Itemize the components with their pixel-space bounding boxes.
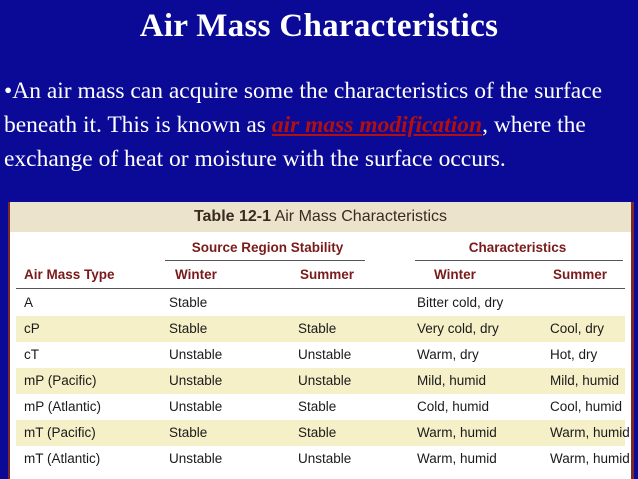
char-summer-cell: Mild, humid (550, 373, 620, 388)
col-header-char-summer: Summer (553, 267, 608, 282)
char-winter-cell: Cold, humid (417, 399, 490, 414)
slide-title: Air Mass Characteristics (139, 8, 499, 44)
air-mass-type-cell: mP (Atlantic) (24, 399, 102, 414)
char-winter-cell: Warm, humid (417, 425, 497, 440)
char-summer-cell: Hot, dry (550, 347, 598, 362)
char-winter-cell: Mild, humid (417, 373, 487, 388)
char-summer-cell: Warm, humid (550, 425, 630, 440)
stability-winter-cell: Unstable (169, 451, 223, 466)
table-row (16, 290, 625, 316)
table-row (16, 420, 630, 446)
stability-summer-cell: Stable (298, 321, 337, 336)
table-title: Air Mass Characteristics (274, 208, 448, 225)
table-row (16, 368, 625, 394)
table-row (16, 446, 630, 472)
slide-paragraph (4, 74, 634, 176)
group-rule-stability (165, 260, 365, 261)
air-mass-type-cell: cP (24, 321, 40, 336)
char-summer-cell: Cool, humid (550, 399, 623, 414)
stability-winter-cell: Unstable (169, 347, 223, 362)
col-header-air-mass-type: Air Mass Type (24, 267, 115, 282)
char-winter-cell: Warm, humid (417, 451, 497, 466)
group-header-characteristics: Characteristics (468, 240, 567, 255)
air-mass-type-cell: cT (24, 347, 39, 362)
air-mass-type-cell: mT (Pacific) (24, 425, 96, 440)
char-winter-cell: Bitter cold, dry (417, 295, 504, 310)
air-mass-type-cell: A (24, 295, 34, 310)
table-row (16, 316, 625, 342)
bullet-marker: • (4, 78, 13, 104)
char-summer-cell: Warm, humid (550, 451, 630, 466)
stability-summer-cell: Unstable (298, 451, 352, 466)
air-mass-type-cell: mP (Pacific) (24, 373, 97, 388)
char-summer-cell: Cool, dry (550, 321, 605, 336)
paragraph-text-start: An air mass can acquire some the characteristics of the surface beneath it. This is known as (4, 78, 603, 138)
char-winter-cell: Warm, dry (417, 347, 479, 362)
group-header-stability: Source Region Stability (191, 240, 344, 255)
group-rule-characteristics (415, 260, 623, 261)
col-header-stability-winter: Winter (175, 267, 217, 282)
table-row (16, 394, 625, 420)
table-caption (10, 202, 631, 232)
header-rule (16, 288, 625, 289)
table-row (16, 342, 625, 368)
col-header-char-winter: Winter (434, 267, 476, 282)
stability-winter-cell: Unstable (169, 399, 223, 414)
stability-summer-cell: Unstable (298, 373, 352, 388)
stability-summer-cell: Stable (298, 425, 337, 440)
stability-winter-cell: Stable (169, 295, 208, 310)
stability-winter-cell: Unstable (169, 373, 223, 388)
air-mass-type-cell: mT (Atlantic) (24, 451, 101, 466)
stability-winter-cell: Stable (169, 425, 208, 440)
air-mass-table (8, 202, 634, 479)
table-number: Table 12-1 (193, 208, 272, 225)
stability-summer-cell: Unstable (298, 347, 352, 362)
col-header-stability-summer: Summer (300, 267, 355, 282)
char-winter-cell: Very cold, dry (417, 321, 499, 336)
key-term: air mass modification (271, 112, 483, 138)
stability-summer-cell: Stable (298, 399, 337, 414)
stability-winter-cell: Stable (169, 321, 208, 336)
paragraph-text-end: , where the exchange of heat or moisture with the surface occurs. (4, 112, 586, 172)
